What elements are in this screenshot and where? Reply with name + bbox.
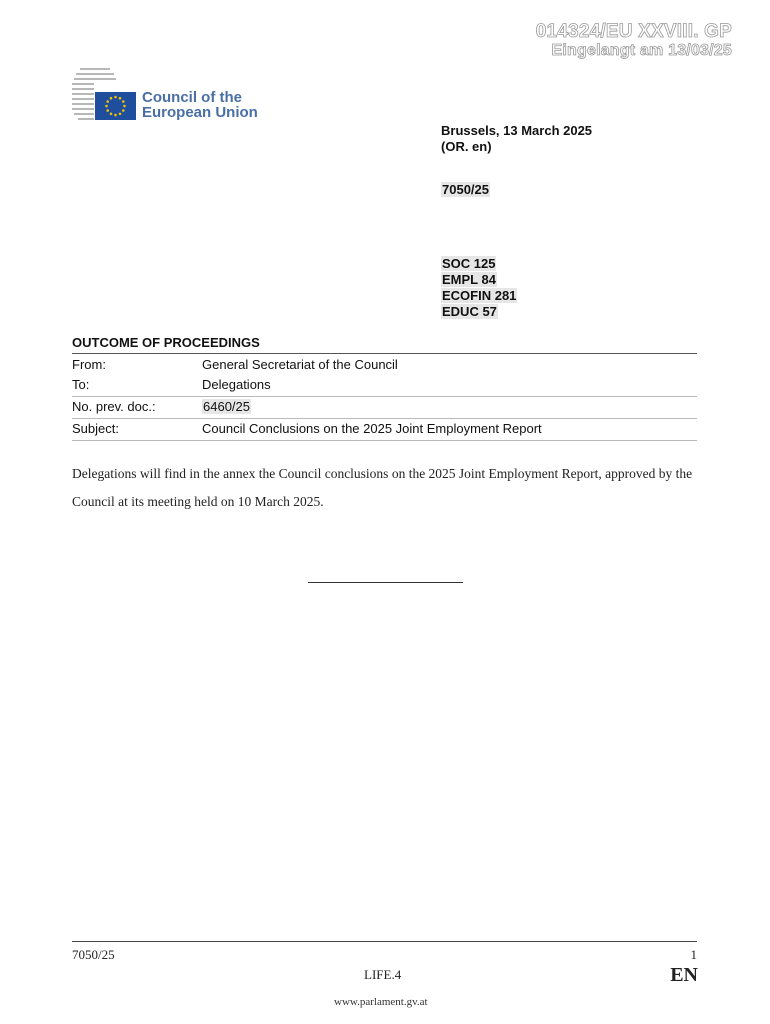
row-label: From:: [72, 357, 106, 372]
proceedings-row-to: [72, 375, 697, 395]
title-rule: [72, 353, 697, 354]
place-date: Brussels, 13 March 2025: [441, 123, 593, 138]
eu-star-icon: [105, 105, 108, 108]
footer-doc-ref: 7050/25: [72, 947, 115, 962]
eu-star-icon: [119, 97, 122, 100]
classification-code: [441, 288, 517, 304]
row-value: Council Conclusions on the 2025 Joint Employment Report: [202, 421, 542, 436]
original-language: (OR. en): [441, 139, 492, 154]
row-value: General Secretariat of the Council: [202, 357, 398, 372]
row-divider: [72, 440, 697, 441]
council-name-line2: European Union: [142, 104, 258, 121]
document-number: [441, 182, 490, 198]
parliament-reference-stamp: 014324/EU XXVIII. GP: [535, 21, 732, 42]
proceedings-title: OUTCOME OF PROCEEDINGS: [72, 335, 260, 350]
classification-code: [441, 256, 496, 272]
row-label: Subject:: [72, 421, 119, 436]
document-number-value: 7050/25: [442, 182, 489, 197]
proceedings-row-prev-doc: [72, 397, 697, 417]
footer-page-number: 1: [690, 947, 697, 962]
body-paragraph: Delegations will find in the annex the Council conclusions on the 2025 Joint Employment Report, approved by the Council at its meeting held on 10 March 2025.: [72, 466, 693, 509]
eu-star-icon: [122, 109, 125, 112]
classification-code: [441, 304, 498, 320]
classification-code-value: SOC 125: [442, 256, 496, 271]
row-value: Delegations: [202, 377, 271, 392]
classification-code-value: ECOFIN 281: [442, 288, 517, 303]
proceedings-row-subject: [72, 419, 697, 439]
row-value: [202, 399, 251, 414]
footer-rule: [72, 941, 697, 942]
prev-doc-number: 6460/25: [203, 399, 250, 414]
eu-star-icon: [123, 105, 126, 108]
eu-star-icon: [114, 114, 117, 117]
eu-star-icon: [119, 112, 122, 115]
eu-star-icon: [110, 112, 113, 115]
eu-star-icon: [110, 97, 113, 100]
eu-star-icon: [106, 109, 109, 112]
proceedings-row-from: [72, 355, 697, 375]
received-date-stamp: Eingelangt am 13/03/25: [551, 42, 732, 59]
footer-url: www.parlament.gv.at: [334, 996, 428, 1008]
eu-star-icon: [114, 96, 117, 99]
eu-star-icon: [122, 100, 125, 103]
classification-code-value: EMPL 84: [442, 272, 496, 287]
footer-unit: LIFE.4: [364, 967, 402, 982]
council-name-line1: Council of the: [142, 89, 242, 106]
row-label: No. prev. doc.:: [72, 399, 156, 414]
footer-language: EN: [670, 964, 698, 986]
council-name: [142, 90, 258, 120]
end-separator: [308, 582, 463, 583]
classification-code: [441, 272, 497, 288]
classification-code-value: EDUC 57: [442, 304, 497, 319]
eu-star-icon: [106, 100, 109, 103]
row-label: To:: [72, 377, 90, 392]
